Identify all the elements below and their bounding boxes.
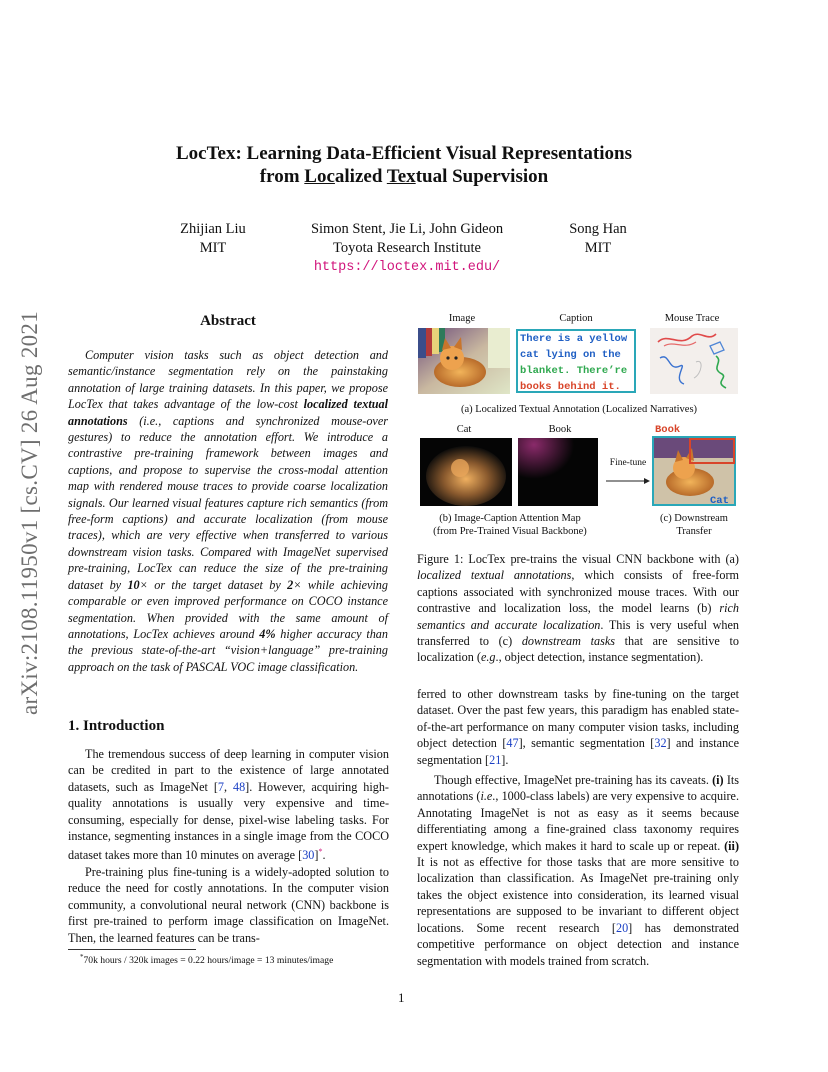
fig-col-mouse: Mouse Trace: [664, 313, 720, 324]
abstract-text: Computer vision tasks such as object detection and semantic/instance segmentation rely on the painstaking annotation of large training datasets. In this paper, we propose LocTex that takes advantage of the low-cost localized textual annotations (i.e., captions and synchronized mouse-over gestures) to reduce the annotation effort. We introduce a contrastive pre-training framework between images and captions, and propose to supervise the cross-modal attention map with rendered mouse traces to provide coarse localization signals. Our learned visual features capture rich semantics (from free-form captions) and accurate localization (from mouse traces), which are very effective when transferred to various downstream vision tasks. Compared with ImageNet supervised pre-training, LocTex can reduce the size of the pre-training dataset by 10× or the target dataset by 2× while achieving comparable or even improved performance on COCO instance segmentation. When provided with the same amount of annotations, LocTex achieves around 4% higher accuracy than the previous state-of-the-art “vision+language” pre-training approach on the task of PASCAL VOC image classification.: [68, 348, 388, 674]
footnote: *70k hours / 320k images = 0.22 hours/image = 13 minutes/image: [80, 953, 334, 967]
author-name: Zhijian Liu: [180, 221, 246, 237]
tag-cat: Cat: [710, 495, 729, 507]
attention-map-book: [518, 438, 598, 506]
author-affiliation: MIT: [199, 240, 227, 256]
citation-link[interactable]: 7: [217, 779, 224, 794]
author-affiliation: Toyota Research Institute: [333, 240, 481, 256]
abstract-heading: Abstract: [200, 313, 256, 329]
fig-col-caption: Caption: [559, 313, 593, 324]
author-name: Simon Stent, Jie Li, John Gideon: [310, 221, 504, 237]
title-line-1: LocTex: Learning Data-Efficient Visual Representations: [176, 143, 632, 164]
attention-map-cat: [420, 438, 512, 506]
author-block-1: [160, 220, 266, 258]
tag-book: Book: [655, 424, 681, 436]
arrow-icon: [606, 473, 650, 483]
citation-link[interactable]: 32: [654, 736, 667, 751]
cat-image: [418, 328, 510, 394]
paragraph: ferred to other downstream tasks by fine-tuning on the target dataset. Over the past few years, this paradigm has enabled state-of-the-art performance on many computer vision tasks, including object detection [47], semantic segmentation [32] and instance segmentation [21].: [417, 687, 740, 767]
fig-col-image: Image: [448, 313, 476, 324]
intro-left-column: [68, 746, 389, 946]
label-cat: Cat: [456, 424, 472, 435]
citation-link[interactable]: 30: [302, 848, 315, 863]
caption-line: cat lying on the: [520, 349, 621, 361]
footnote-rule: [68, 949, 196, 950]
caption-line: There is a yellow: [520, 333, 628, 345]
citation-link[interactable]: 47: [506, 736, 519, 751]
paper-title: [130, 142, 678, 188]
title-line-2: from Localized Textual Supervision: [259, 166, 549, 187]
author-name: Song Han: [569, 221, 627, 237]
arxiv-stamp: arXiv:2108.11950v1 [cs.CV] 26 Aug 2021: [17, 310, 42, 716]
paragraph: Pre-training plus fine-tuning is a widely-adopted solution to reduce the need for costly annotations. In the computer vision community, a convolutional neural network (CNN) backbone is first pre-trained to perform image classification on ImageNet. Then, the learned features can be trans-: [68, 864, 389, 945]
caption-box: [516, 329, 636, 393]
page-number: 1: [398, 990, 405, 1005]
fine-tune-label: Fine-tune: [609, 458, 647, 468]
intro-heading: 1. Introduction: [68, 718, 165, 734]
mouse-trace-image: [650, 328, 738, 394]
caption-line: books behind it.: [520, 381, 621, 393]
author-block-3: [548, 220, 648, 258]
project-url[interactable]: https://loctex.mit.edu/: [313, 260, 501, 275]
paragraph: The tremendous success of deep learning in computer vision can be credited in part to the existence of large annotated datasets, such as ImageNet [7, 48]. However, acquiring high-quality annotations is usually very expensive and time-consuming, especially for dense, pixel-wise labeling tasks. For instance, segmenting instances in a single image from the COCO dataset takes more than 10 minutes on average [30]*.: [68, 747, 389, 863]
citation-link[interactable]: 21: [489, 752, 502, 767]
footnote-ref[interactable]: *: [318, 847, 323, 857]
author-block-2: [282, 220, 532, 277]
figure-caption: Figure 1: LocTex pre-trains the visual CNN backbone with (a) localized textual annotations, which consists of free-form captions associated with synchronized mouse traces. With our contrastive and localization loss, the model learns (b) rich semantics and accurate localization. This is very useful when transferred to (c) downstream tasks that are sensitive to localization (e.g., object detection, instance segmentation).: [417, 552, 739, 665]
subcaption-b: (b) Image-Caption Attention Map (from Pre-Trained Visual Backbone): [433, 513, 587, 537]
intro-right-column: [417, 686, 739, 969]
citation-link[interactable]: 20: [615, 920, 629, 935]
subcaption-c: (c) Downstream Transfer: [660, 513, 728, 537]
subcaption-a: (a) Localized Textual Annotation (Localized Narratives): [460, 404, 698, 415]
citation-link[interactable]: 48: [232, 779, 246, 794]
caption-line: blanket. There’re: [520, 365, 628, 377]
label-book: Book: [548, 424, 572, 435]
author-affiliation: MIT: [584, 240, 612, 256]
paragraph: Though effective, ImageNet pre-training has its caveats. (i) Its annotations (i.e., 1000-class labels) are very expensive to acquire. Annotating ImageNet is not as easy as it seems because differentiating among a fine-grained class taxonomy requires expert knowledge, which makes it hard to scale up or repeat. (ii) It is not as effective for those tasks that are more sensitive to localization than classification. As ImageNet pre-training only takes the object existence into consideration, its learned visual representations are supposed to be invariant to different object locations. Some recent research [20] has demonstrated competitive performance on object detection and instance segmentation with models trained from scratch.: [417, 773, 740, 968]
